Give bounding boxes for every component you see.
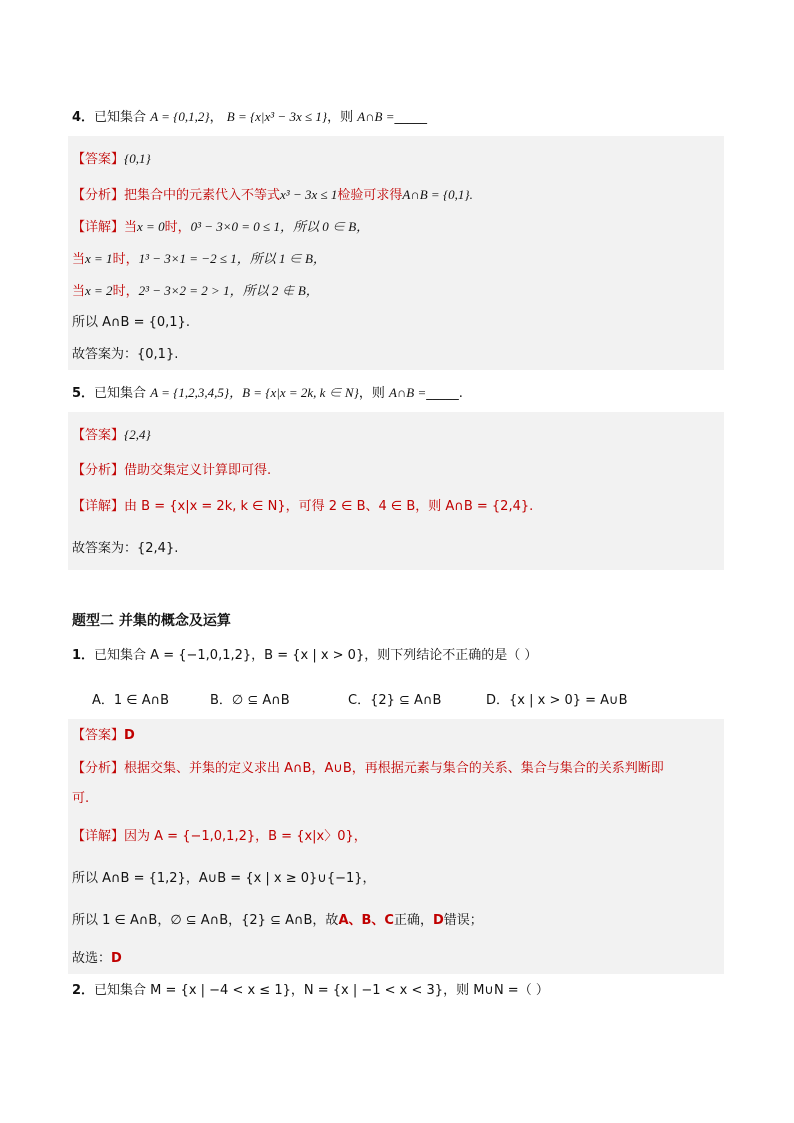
detail-text: 正确，	[393, 913, 433, 928]
final-text: 故答案为：{0,1}.	[72, 347, 179, 362]
option-d[interactable]: D．{x | x > 0} = A∪B	[486, 693, 628, 708]
answer-line	[72, 727, 135, 745]
final-value: D	[111, 951, 122, 966]
question-number: 1．	[72, 648, 95, 663]
stem-text: 已知集合 M = {x | −4 < x ≤ 1}，N = {x | −1 < x < 3}，则 M∪N =（ ）	[94, 983, 549, 998]
analysis-text-2: 可.	[72, 791, 90, 806]
analysis-tag: 【分析】	[72, 761, 125, 776]
detail-line-4	[72, 314, 190, 332]
detail-option-d: D	[432, 913, 444, 928]
final-text: 故答案为：{2,4}.	[72, 541, 179, 556]
option-a[interactable]: A．1 ∈ A∩B	[92, 693, 170, 708]
detail-line	[72, 498, 533, 516]
answer-value: D	[124, 728, 135, 743]
answer-tag: 【答案】	[72, 428, 125, 443]
intersection-expr: A∩B =	[388, 385, 427, 400]
analysis-line-2	[72, 790, 89, 808]
detail-text: 时，	[112, 252, 139, 267]
problem-1-stem	[72, 647, 537, 665]
answer-tag: 【答案】	[72, 152, 125, 167]
stem-text: 已知集合	[94, 386, 147, 401]
detail-line-3	[72, 282, 319, 301]
analysis-math: x³ − 3x ≤ 1	[280, 187, 338, 202]
question-number: 5．	[72, 386, 95, 401]
question-number: 4．	[72, 110, 95, 125]
detail-text: 当	[72, 252, 86, 267]
detail-text: 时，	[164, 220, 191, 235]
separator: ，	[209, 110, 223, 125]
answer-line	[72, 426, 151, 445]
analysis-math-2: A∩B = {0,1}.	[402, 187, 473, 202]
detail-text: 所以 1 ∈ A∩B，∅ ⊆ A∩B，{2} ⊆ A∩B，故	[72, 913, 339, 928]
detail-text: 当	[124, 220, 138, 235]
analysis-tag: 【分析】	[72, 188, 125, 203]
final-answer	[72, 540, 178, 558]
detail-text: 所以 A∩B = {0,1}.	[72, 315, 190, 330]
answer-blank: _____.	[426, 386, 463, 401]
detail-text: 当	[72, 284, 86, 299]
question-5-stem	[72, 384, 463, 403]
set-a: A = {1,2,3,4,5}	[150, 385, 230, 400]
option-c[interactable]: C．{2} ⊆ A∩B	[348, 693, 442, 708]
detail-options: A、B、C	[338, 913, 394, 928]
solution-box-p1	[68, 719, 724, 974]
answer-blank: _____	[394, 110, 428, 125]
final-answer	[72, 346, 178, 364]
detail-tag: 【详解】	[72, 220, 125, 235]
intersection-expr: A∩B =	[357, 109, 395, 124]
detail-text: 时，	[112, 284, 139, 299]
detail-text: 所以 A∩B = {1,2}，A∪B = {x | x ≥ 0}∪{−1}，	[72, 871, 376, 886]
detail-line-3	[72, 912, 483, 930]
analysis-text-2: 检验可求得	[337, 188, 403, 203]
analysis-text: 把集合中的元素代入不等式	[124, 188, 281, 203]
analysis-line	[72, 462, 271, 480]
answer-tag: 【答案】	[72, 728, 125, 743]
analysis-tag: 【分析】	[72, 463, 125, 478]
analysis-text: 借助交集定义计算即可得.	[124, 463, 272, 478]
analysis-line	[72, 186, 473, 205]
set-b: ，B = {x|x = 2k, k ∈ N}	[229, 385, 359, 400]
detail-text: 错误；	[443, 913, 483, 928]
answer-value: {0,1}	[124, 151, 151, 166]
stem-text-2: ，则	[358, 386, 385, 401]
problem-2-stem	[72, 982, 549, 1000]
answer-line	[72, 150, 151, 169]
stem-text: 已知集合	[94, 110, 147, 125]
stem-text: 已知集合 A = {−1,0,1,2}，B = {x | x > 0}，则下列结论不正确的是（ ）	[94, 648, 538, 663]
analysis-line	[72, 760, 664, 778]
stem-text-2: ，则	[327, 110, 354, 125]
final-answer	[72, 950, 122, 968]
set-a: A = {0,1,2}	[150, 109, 210, 124]
question-4-stem	[72, 108, 427, 127]
final-text: 故选：	[72, 951, 112, 966]
detail-math: x = 1	[85, 251, 113, 266]
answer-value: {2,4}	[124, 427, 151, 442]
detail-text: 因为 A = {−1,0,1,2}，B = {x|x〉0}，	[124, 829, 367, 844]
option-b[interactable]: B．∅ ⊆ A∩B	[210, 693, 290, 708]
detail-math: 2³ − 3×2 = 2 > 1，所以 2 ∉ B，	[138, 283, 319, 298]
detail-tag: 【详解】	[72, 829, 125, 844]
detail-line-2	[72, 870, 376, 888]
detail-line-2	[72, 250, 326, 269]
detail-math: 0³ − 3×0 = 0 ≤ 1，所以 0 ∈ B，	[190, 219, 370, 234]
detail-math: x = 2	[85, 283, 113, 298]
section-heading: 题型二 并集的概念及运算	[72, 613, 231, 629]
detail-line-1	[72, 218, 369, 237]
set-b: B = {x|x³ − 3x ≤ 1}	[226, 109, 328, 124]
analysis-text: 根据交集、并集的定义求出 A∩B，A∪B，再根据元素与集合的关系、集合与集合的关系判断即	[124, 761, 664, 776]
detail-text: 由 B = {x|x = 2k, k ∈ N}，可得 2 ∈ B、4 ∈ B，则 A∩B = {2,4}.	[124, 499, 534, 514]
detail-tag: 【详解】	[72, 499, 125, 514]
detail-math: 1³ − 3×1 = −2 ≤ 1，所以 1 ∈ B，	[138, 251, 326, 266]
question-number: 2．	[72, 983, 95, 998]
detail-math: x = 0	[137, 219, 165, 234]
detail-line-1	[72, 828, 367, 846]
